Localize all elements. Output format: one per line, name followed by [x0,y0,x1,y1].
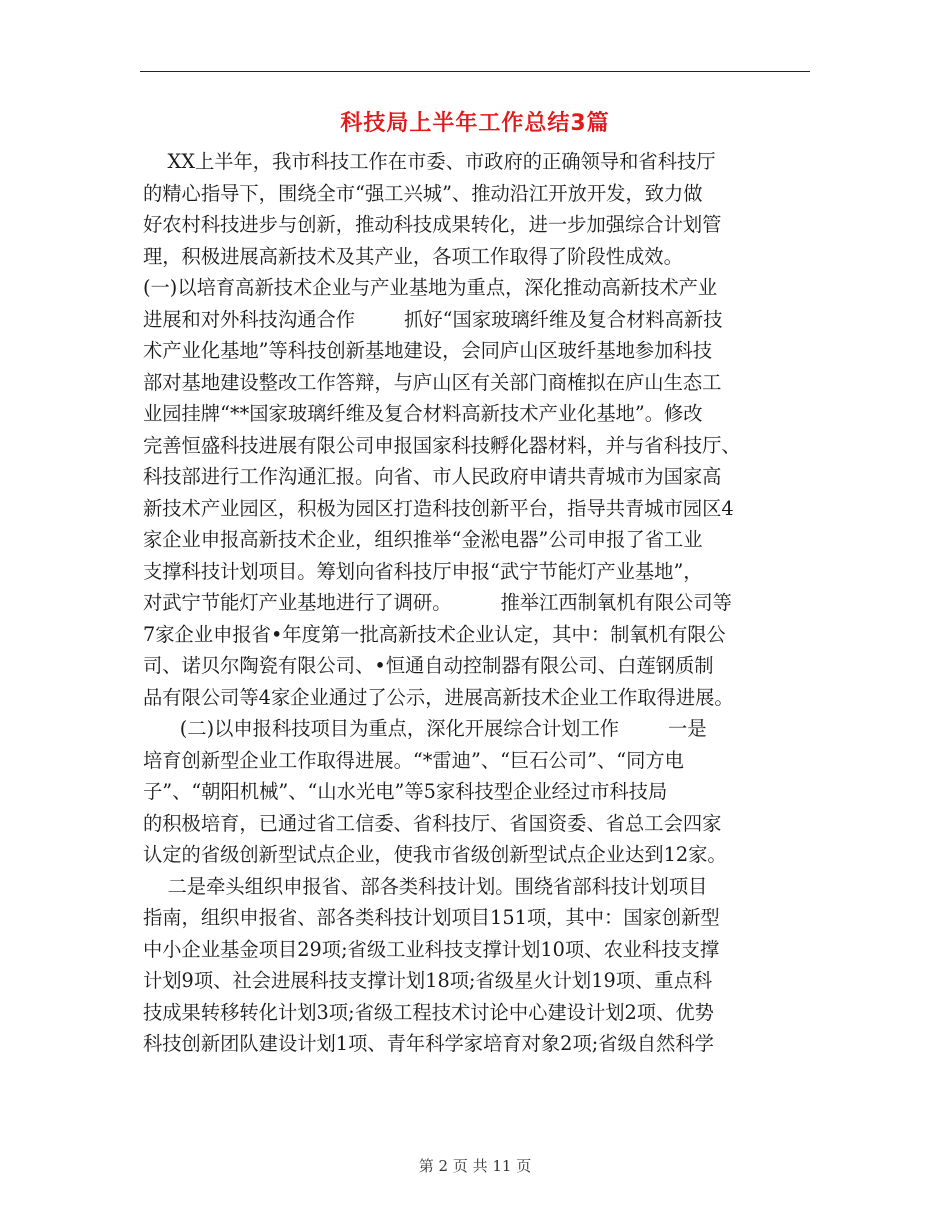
text-line: 的积极培育，已通过省工信委、省科技厅、省国资委、省总工会四家 [143,811,722,835]
text-line: 的精心指导下，围绕全市“强工兴城”、推动沿江开放开发，致力做 [143,181,703,205]
text-line: 科技部进行工作沟通汇报。向省、市人民政府申请共青城市为国家高 [143,465,722,488]
text-line: 培育创新型企业工作取得进展。“*雷迪”、“巨石公司”、“同方电 [143,748,684,772]
text-line: 对武宁节能灯产业基地进行了调研。 推举江西制氧机有限公司等 [143,591,732,614]
text-line: 认定的省级创新型试点企业，使我市省级创新型试点企业达到12家。 [143,843,727,866]
text-line: 二是牵头组织申报省、部各类科技计划。围绕省部科技计划项目 [143,874,708,898]
text-line: 好农村科技进步与创新，推动科技成果转化，进一步加强综合计划管 [143,213,722,236]
text-line: 中小企业基金项目29项;省级工业科技支撑计划10项、农业科技支撑 [143,937,720,961]
text-line: 新技术产业园区，积极为园区打造科技创新平台，指导共青城市园区4 [143,496,734,520]
text-line: 子”、“朝阳机械”、“山水光电”等5家科技型企业经过市科技局 [143,780,668,803]
text-line: 司、诺贝尔陶瓷有限公司、•恒通自动控制器有限公司、白莲钢质制 [143,654,714,677]
text-line: 完善恒盛科技进展有限公司申报国家科技孵化器材料，并与省科技厅、 [143,433,741,457]
text-line: XX上半年，我市科技工作在市委、市政府的正确领导和省科技厅 [143,150,716,173]
text-line: 部对基地建设整改工作答辩，与庐山区有关部门商榷拟在庐山生态工 [143,370,722,394]
page-footer: 第 2 页 共 11 页 [418,1157,532,1175]
text-line: 计划9项、社会进展科技支撑计划18项;省级星火计划19项、重点科 [143,969,713,992]
text-line: 业园挂牌“**国家玻璃纤维及复合材料高新技术产业化基地”。修改 [143,402,703,425]
document-body [143,146,813,1060]
text-line: (一)以培育高新技术企业与产业基地为重点，深化推动高新技术产业 [143,276,718,299]
text-line: 支撑科技计划项目。筹划向省科技厅申报“武宁节能灯产业基地”， [143,559,703,583]
text-line: 技成果转移转化计划3项;省级工程技术讨论中心建设计划2项、优势 [143,1000,714,1024]
text-line: 理，积极进展高新技术及其产业，各项工作取得了阶段性成效。 [143,244,683,268]
header-rule [140,71,810,72]
text-line: 7家企业申报省•年度第一批高新技术企业认定，其中：制氧机有限公 [143,622,726,646]
text-line: 进展和对外科技沟通合作 抓好“国家玻璃纤维及复合材料高新技 [143,307,723,331]
text-line: 指南，组织申报省、部各类科技计划项目151项，其中：国家创新型 [143,906,720,929]
text-line: 术产业化基地”等科技创新基地建设，会同庐山区玻纤基地参加科技 [143,339,713,362]
text-line: 科技创新团队建设计划1项、青年科学家培育对象2项;省级自然科学 [143,1032,714,1055]
text-line: 品有限公司等4家企业通过了公示，进展高新技术企业工作取得进展。 [143,685,734,709]
text-line: 家企业申报高新技术企业，组织推举“金淞电器”公司申报了省工业 [143,528,703,551]
text-line: (二)以申报科技项目为重点，深化开展综合计划工作 一是 [143,717,707,740]
document-title: 科技局上半年工作总结3篇 [340,111,610,136]
